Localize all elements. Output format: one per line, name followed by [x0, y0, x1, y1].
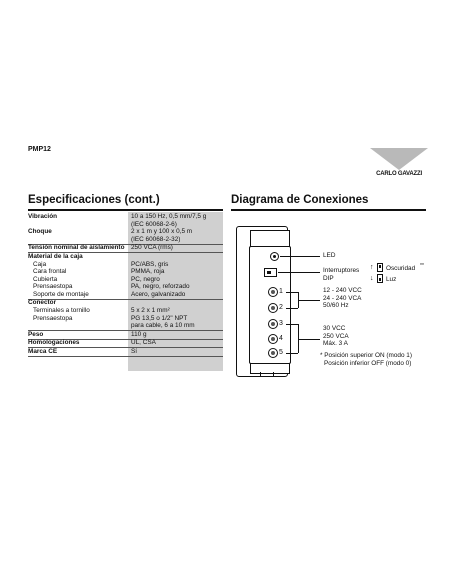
- row-divider: [28, 356, 223, 357]
- terminal-number: 5: [279, 349, 283, 356]
- spec-label: Marca CE: [28, 347, 58, 355]
- spec-value: 10 a 150 Hz, 0,5 mm/7,5 g: [131, 213, 207, 220]
- spec-value: PC, negro: [131, 275, 160, 283]
- supply-dc-label: 12 - 240 VCC: [323, 287, 362, 294]
- dark-label: Oscuridad: [386, 265, 416, 272]
- spec-value: (IEC 60068-2-32): [131, 235, 181, 243]
- switch-down-icon: [377, 274, 383, 283]
- relay-dc-label: 30 VCC: [323, 325, 346, 332]
- light-label: Luz: [386, 276, 397, 283]
- spec-label: Vibración: [28, 213, 58, 220]
- spec-value: UL, CSA: [131, 339, 156, 346]
- spec-value: Sí: [131, 347, 138, 355]
- model-code: PMP12: [28, 146, 51, 153]
- spec-value: 2 x 1 m y 100 x 0,5 m: [131, 228, 193, 235]
- spec-value: 250 VCA (rms): [131, 244, 173, 251]
- supply-ac-label: 24 - 240 VCA: [323, 294, 362, 302]
- leader-line: [280, 256, 320, 257]
- leader-line: [298, 339, 320, 340]
- spec-label: Prensaestopa: [33, 283, 73, 290]
- device-gland: [260, 372, 274, 377]
- spec-label: Prensaestopa: [33, 314, 73, 322]
- spec-value: PC/ABS, gris: [131, 260, 169, 268]
- specifications-rule: [28, 209, 223, 211]
- logo-triangle-icon: [370, 148, 428, 170]
- spec-value: (IEC 60068-2-6): [131, 220, 177, 228]
- wire: [286, 324, 298, 325]
- note-on: * Posición superior ON (modo 1): [320, 352, 412, 359]
- spec-label: Choque: [28, 228, 52, 235]
- logo-text: CARLO GAVAZZI: [376, 171, 422, 177]
- spec-label: Soporte de montaje: [33, 290, 89, 298]
- spec-label: Tensión nominal de aislamiento: [28, 244, 125, 251]
- terminal-number: 1: [279, 288, 283, 295]
- supply-freq-label: 50/60 Hz: [323, 302, 349, 309]
- spec-label: Terminales a tornillo: [33, 307, 90, 314]
- dip-label-1: Interruptores: [323, 267, 360, 274]
- terminal-number: 2: [279, 304, 283, 311]
- terminal-screw-icon: [268, 303, 278, 313]
- dark-asterisks: **: [420, 263, 424, 269]
- spec-label: Cubierta: [33, 275, 58, 283]
- led-icon: [270, 252, 279, 261]
- terminal-screw-icon: [268, 287, 278, 297]
- terminal-screw-icon: [268, 334, 278, 344]
- wire: [286, 308, 298, 309]
- diagram-rule: [231, 209, 426, 211]
- terminal-number: 4: [279, 335, 283, 342]
- spec-value: PG 13,5 o 1/2" NPT: [131, 314, 188, 322]
- terminal-screw-icon: [268, 348, 278, 358]
- spec-label: Peso: [28, 330, 44, 338]
- spec-value: 110 g: [131, 330, 147, 338]
- spec-value: Acero, galvanizado: [131, 290, 186, 298]
- spec-label: Homologaciones: [28, 339, 80, 346]
- spec-value: 5 x 2 x 1 mm²: [131, 307, 170, 314]
- wire: [286, 353, 298, 354]
- spec-label: Cara frontal: [33, 268, 67, 275]
- relay-max-label: Máx. 3 A: [323, 340, 348, 347]
- row-divider: [28, 299, 223, 300]
- note-off: Posición inferior OFF (modo 0): [324, 360, 412, 367]
- spec-label: Material de la caja: [28, 253, 83, 260]
- relay-ac-label: 250 VCA: [323, 332, 349, 340]
- diagram-title: Diagrama de Conexiones: [231, 194, 369, 206]
- arrow-up-icon: ↑: [370, 264, 374, 271]
- wire: [286, 292, 298, 293]
- dip-label-2: DIP: [323, 274, 334, 282]
- led-label: LED: [323, 252, 336, 259]
- carlo-gavazzi-logo: [370, 148, 428, 184]
- arrow-down-icon: ↓: [370, 275, 374, 282]
- spec-value: PA, negro, reforzado: [131, 283, 190, 290]
- spec-value: PMMA, roja: [131, 268, 165, 275]
- leader-line: [278, 272, 320, 273]
- terminal-number: 3: [279, 320, 283, 327]
- leader-line: [298, 300, 320, 301]
- spec-label: Caja: [33, 260, 47, 268]
- dip-switch-icon: [264, 268, 277, 277]
- switch-up-icon: [377, 263, 383, 272]
- specifications-title: Especificaciones (cont.): [28, 194, 160, 206]
- spec-value: para cable, 6 a 10 mm: [131, 322, 195, 329]
- spec-label: Conector: [28, 299, 57, 306]
- terminal-screw-icon: [268, 319, 278, 329]
